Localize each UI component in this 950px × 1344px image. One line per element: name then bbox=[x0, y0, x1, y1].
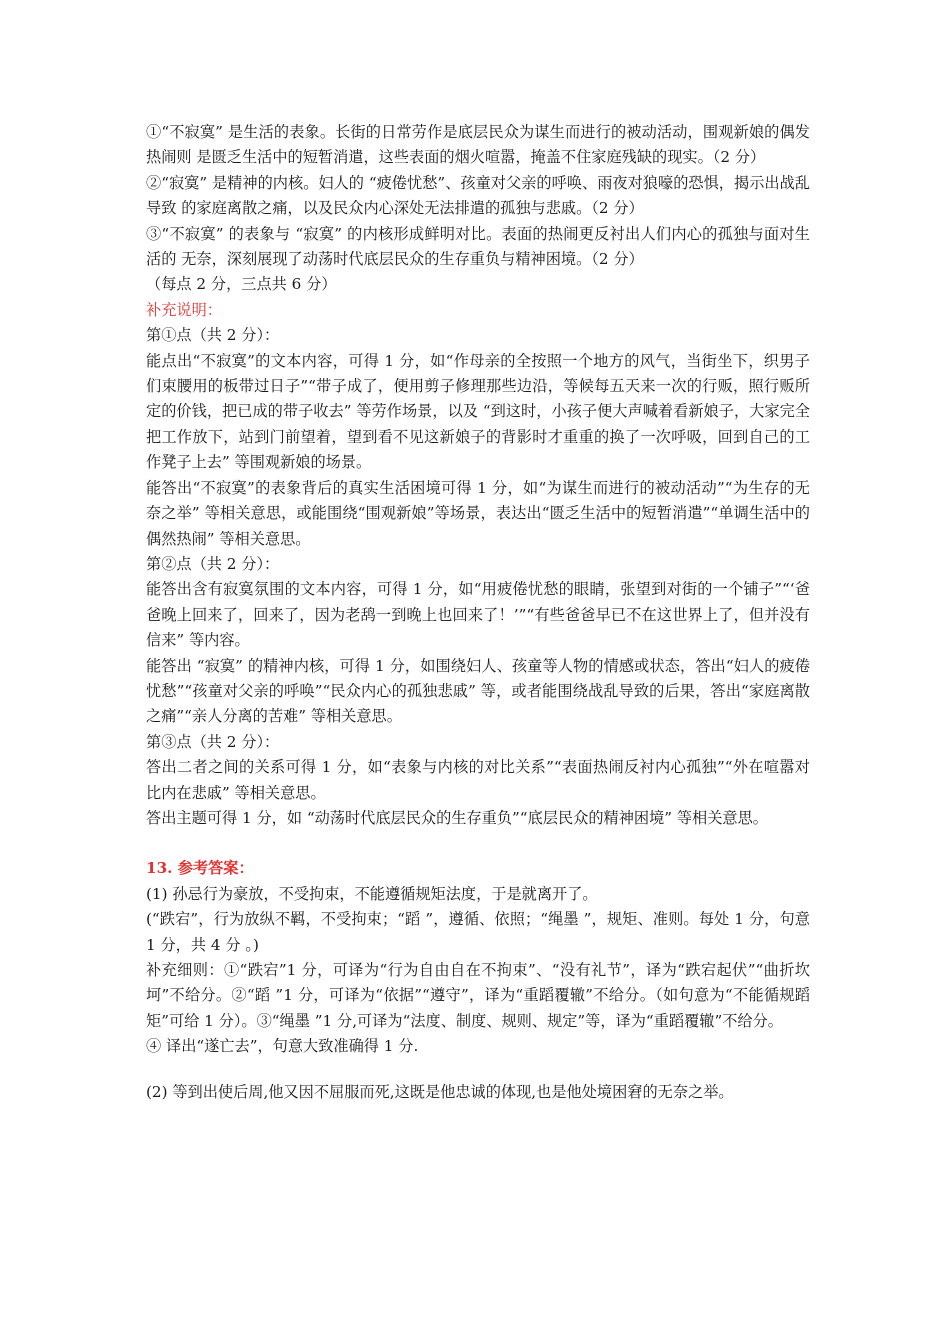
point3-criterion-a: 答出二者之间的关系可得 1 分，如“表象与内核的对比关系”“表面热闹反衬内心孤独”“外在喧嚣对比内在悲戚” 等相关意思。 bbox=[146, 758, 810, 802]
point3-title: 第③点（共 2 分）： bbox=[146, 732, 280, 751]
point2-criterion-a: 能答出含有寂寞氛围的文本内容，可得 1 分，如“用疲倦忧愁的眼睛，张望到对街的一个铺子”“‘爸爸晚上回来了，回来了，因为老鸹一到晚上也回来了！’”“有些爸爸早已不在这世界上了，但并没有信来” 等内容。 bbox=[146, 580, 810, 650]
q13-translation-2: (2) 等到出使后周,他又因不屈服而死,这既是他忠诚的体现,也是他处境困窘的无奈之举。 bbox=[146, 1082, 734, 1101]
supplement-title: 补充说明： bbox=[146, 300, 222, 319]
point2-criterion-b: 能答出 “寂寞” 的精神内核，可得 1 分，如围绕妇人、孩童等人物的情感或状态，答出“妇人的疲倦忧愁”“孩童对父亲的呼唤”“民众内心的孤独悲戚” 等，或者能围绕战乱导致的后果，答出“家庭离散之痛”“亲人分离的苦难” 等相关意思。 bbox=[146, 656, 810, 726]
point1-title: 第①点（共 2 分）： bbox=[146, 326, 280, 345]
point1-criterion-a: 能点出“不寂寞”的文本内容，可得 1 分，如“作母亲的全按照一个地方的风气，当街坐下，织男子们束腰用的板带过日子”“带子成了，便用剪子修理那些边沿，等候每五天来一次的行贩，照行贩所定的价钱，把已成的带子收去” 等劳作场景，以及 “到这时，小孩子便大声喊着看新娘子，大家完全把工作放下，站到门前望着，望到看不见这新娘子的背影时才重重的换了一次呼吸，回到自己的工作凳子上去” 等围观新娘的场景。 bbox=[146, 351, 810, 472]
q13-translation-1-note: (“跌宕”，行为放纵不羁，不受拘束；“蹈 ”，遵循、依照；“绳墨 ”，规矩、准则。每处 1 分，句意 1 分，共 4 分 。) bbox=[146, 910, 810, 954]
q13-scoring-rule-4: ④ 译出“遂亡去”，句意大致准确得 1 分. bbox=[146, 1037, 419, 1056]
answer-point-3: ③“不寂寞” 的表象与 “寂寞” 的内核形成鲜明对比。表面的热闹更反衬出人们内心的孤独与面对生活的 无奈，深刻展现了动荡时代底层民众的生存重负与精神困境。（2 分） bbox=[146, 224, 810, 269]
q13-scoring-rules: 补充细则：①“跌宕”1 分，可译为“行为自由自在不拘束”、“没有礼节”，译为“跌宕起伏”“曲折坎坷”不给分。②“蹈 ”1 分，可译为“依据”“遵守”，译为“重蹈覆辙”不给分。（如句意为“不能循规蹈矩”可给 1 分）。③“绳墨 ”1 分,可译为“法度、制度、规则、规定”等，译为“重蹈覆辙”不给分。 bbox=[146, 961, 810, 1030]
answer-point-2: ②“寂寞” 是精神的内核。妇人的 “疲倦忧愁”、孩童对父亲的呼唤、雨夜对狼嚎的恐惧，揭示出战乱导致 的家庭离散之痛，以及民众内心深处无法排遣的孤独与悲戚。（2 分） bbox=[146, 173, 810, 218]
point2-title: 第②点（共 2 分）： bbox=[146, 554, 280, 573]
section-spacer bbox=[146, 831, 810, 856]
answer-point-1: ①“不寂寞” 是生活的表象。长街的日常劳作是底层民众为谋生而进行的被动活动，围观新娘的偶发热闹则 是匮乏生活中的短暂消遣，这些表面的烟火喧嚣，掩盖不住家庭残缺的现实。（2 分） bbox=[146, 123, 810, 167]
paragraph-spacer bbox=[146, 1060, 810, 1080]
scoring-summary: （每点 2 分，三点共 6 分） bbox=[146, 275, 337, 294]
point1-criterion-b: 能答出“不寂寞”的表象背后的真实生活困境可得 1 分，如“为谋生而进行的被动活动”“为生存的无奈之举” 等相关意思，或能围绕“围观新娘”等场景，表达出“匮乏生活中的短暂消遣”“单调生活中的偶然热闹” 等相关意思。 bbox=[146, 478, 810, 548]
q13-translation-1: (1) 孙忌行为豪放，不受拘束，不能遵循规矩法度，于是就离开了。 bbox=[146, 884, 598, 903]
question-13-heading: 13. 参考答案： bbox=[146, 859, 254, 878]
point3-criterion-b: 答出主题可得 1 分，如 “动荡时代底层民众的生存重负”“底层民众的精神困境” 等相关意思。 bbox=[146, 808, 768, 827]
answer-document bbox=[146, 120, 810, 1105]
